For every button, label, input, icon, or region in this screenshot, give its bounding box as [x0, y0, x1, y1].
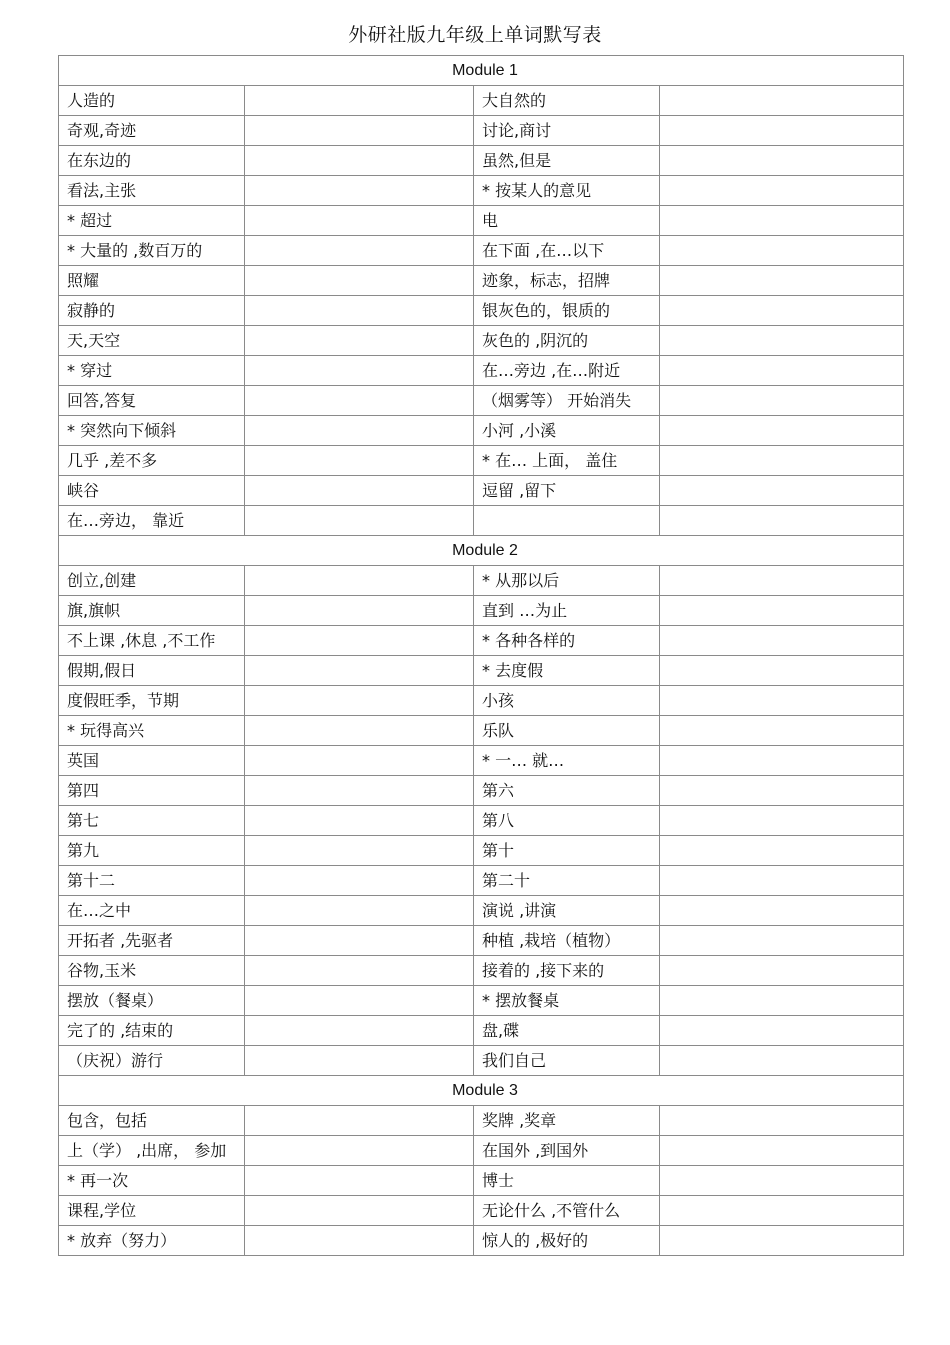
answer-blank-cell[interactable] — [660, 716, 904, 746]
answer-blank-cell[interactable] — [245, 596, 474, 626]
chinese-word-cell: 看法,主张 — [59, 176, 245, 206]
answer-blank-cell[interactable] — [245, 656, 474, 686]
table-row — [59, 956, 904, 986]
answer-blank-cell[interactable] — [660, 86, 904, 116]
answer-blank-cell[interactable] — [660, 776, 904, 806]
chinese-word-cell: 银灰色的，银质的 — [474, 296, 660, 326]
answer-blank-cell[interactable] — [660, 206, 904, 236]
answer-blank-cell[interactable] — [245, 1016, 474, 1046]
table-row — [59, 446, 904, 476]
chinese-word-cell: * 各种各样的 — [474, 626, 660, 656]
answer-blank-cell[interactable] — [660, 326, 904, 356]
chinese-word-cell: 第八 — [474, 806, 660, 836]
table-row — [59, 386, 904, 416]
chinese-word-cell: 在…旁边 ,在…附近 — [474, 356, 660, 386]
module-header-row — [59, 536, 904, 566]
table-row — [59, 116, 904, 146]
chinese-word-cell: * 从那以后 — [474, 566, 660, 596]
chinese-word-cell: 人造的 — [59, 86, 245, 116]
chinese-word-cell: 奇观,奇迹 — [59, 116, 245, 146]
table-row — [59, 836, 904, 866]
chinese-word-cell: 在国外 ,到国外 — [474, 1136, 660, 1166]
answer-blank-cell[interactable] — [245, 86, 474, 116]
table-row — [59, 326, 904, 356]
answer-blank-cell[interactable] — [245, 1046, 474, 1076]
answer-blank-cell[interactable] — [660, 566, 904, 596]
answer-blank-cell[interactable] — [660, 806, 904, 836]
chinese-word-cell: 迹象，标志，招牌 — [474, 266, 660, 296]
answer-blank-cell[interactable] — [245, 116, 474, 146]
table-row — [59, 896, 904, 926]
answer-blank-cell[interactable] — [660, 236, 904, 266]
answer-blank-cell[interactable] — [660, 176, 904, 206]
answer-blank-cell[interactable] — [660, 1106, 904, 1136]
chinese-word-cell: 峡谷 — [59, 476, 245, 506]
chinese-word-cell: 开拓者 ,先驱者 — [59, 926, 245, 956]
table-row — [59, 1166, 904, 1196]
chinese-word-cell: （庆祝）游行 — [59, 1046, 245, 1076]
chinese-word-cell: 度假旺季，节期 — [59, 686, 245, 716]
chinese-word-cell: 接着的 ,接下来的 — [474, 956, 660, 986]
chinese-word-cell: 谷物,玉米 — [59, 956, 245, 986]
chinese-word-cell: * 摆放餐桌 — [474, 986, 660, 1016]
answer-blank-cell[interactable] — [660, 116, 904, 146]
chinese-word-cell: 博士 — [474, 1166, 660, 1196]
table-row — [59, 746, 904, 776]
answer-blank-cell[interactable] — [245, 446, 474, 476]
chinese-word-cell: * 超过 — [59, 206, 245, 236]
answer-blank-cell[interactable] — [245, 296, 474, 326]
table-row — [59, 266, 904, 296]
answer-blank-cell[interactable] — [245, 806, 474, 836]
answer-blank-cell[interactable] — [245, 776, 474, 806]
answer-blank-cell[interactable] — [660, 956, 904, 986]
table-row — [59, 686, 904, 716]
answer-blank-cell[interactable] — [245, 1136, 474, 1166]
chinese-word-cell: 第四 — [59, 776, 245, 806]
answer-blank-cell[interactable] — [660, 746, 904, 776]
table-row — [59, 806, 904, 836]
answer-blank-cell[interactable] — [660, 266, 904, 296]
answer-blank-cell[interactable] — [660, 656, 904, 686]
answer-blank-cell[interactable] — [660, 1136, 904, 1166]
table-row — [59, 206, 904, 236]
answer-blank-cell[interactable] — [245, 1226, 474, 1256]
chinese-word-cell: 第七 — [59, 806, 245, 836]
answer-blank-cell[interactable] — [660, 146, 904, 176]
answer-blank-cell[interactable] — [245, 986, 474, 1016]
answer-blank-cell[interactable] — [660, 296, 904, 326]
answer-blank-cell[interactable] — [660, 386, 904, 416]
chinese-word-cell: 虽然,但是 — [474, 146, 660, 176]
chinese-word-cell: 盘,碟 — [474, 1016, 660, 1046]
table-row — [59, 776, 904, 806]
answer-blank-cell[interactable] — [245, 1166, 474, 1196]
answer-blank-cell[interactable] — [245, 686, 474, 716]
table-row — [59, 1226, 904, 1256]
answer-blank-cell[interactable] — [245, 236, 474, 266]
answer-blank-cell[interactable] — [660, 986, 904, 1016]
chinese-word-cell: * 放弃（努力） — [59, 1226, 245, 1256]
answer-blank-cell[interactable] — [660, 626, 904, 656]
table-row — [59, 926, 904, 956]
chinese-word-cell: 回答,答复 — [59, 386, 245, 416]
chinese-word-cell: 灰色的 ,阴沉的 — [474, 326, 660, 356]
answer-blank-cell[interactable] — [245, 626, 474, 656]
chinese-word-cell: 小孩 — [474, 686, 660, 716]
table-row — [59, 296, 904, 326]
chinese-word-cell: * 按某人的意见 — [474, 176, 660, 206]
chinese-word-cell: 上（学） ,出席， 参加 — [59, 1136, 245, 1166]
answer-blank-cell[interactable] — [245, 566, 474, 596]
chinese-word-cell: * 大量的 ,数百万的 — [59, 236, 245, 266]
chinese-word-cell: 假期,假日 — [59, 656, 245, 686]
answer-blank-cell[interactable] — [660, 926, 904, 956]
table-row — [59, 1106, 904, 1136]
chinese-word-cell: 在…之中 — [59, 896, 245, 926]
chinese-word-cell: 照耀 — [59, 266, 245, 296]
chinese-word-cell: 电 — [474, 206, 660, 236]
chinese-word-cell: 我们自己 — [474, 1046, 660, 1076]
chinese-word-cell: 寂静的 — [59, 296, 245, 326]
table-row — [59, 1196, 904, 1226]
chinese-word-cell: * 去度假 — [474, 656, 660, 686]
table-row — [59, 656, 904, 686]
chinese-word-cell: 小河 ,小溪 — [474, 416, 660, 446]
chinese-word-cell: 第十二 — [59, 866, 245, 896]
chinese-word-cell: 第二十 — [474, 866, 660, 896]
answer-blank-cell[interactable] — [245, 326, 474, 356]
answer-blank-cell[interactable] — [245, 476, 474, 506]
module-header-row — [59, 56, 904, 86]
table-row — [59, 986, 904, 1016]
table-row — [59, 506, 904, 536]
answer-blank-cell[interactable] — [245, 176, 474, 206]
answer-blank-cell[interactable] — [245, 1106, 474, 1136]
chinese-word-cell: 惊人的 ,极好的 — [474, 1226, 660, 1256]
table-row — [59, 1046, 904, 1076]
chinese-word-cell: 几乎 ,差不多 — [59, 446, 245, 476]
chinese-word-cell: 无论什么 ,不管什么 — [474, 1196, 660, 1226]
page-title: 外研社版九年级上单词默写表 — [348, 24, 602, 46]
chinese-word-cell: 大自然的 — [474, 86, 660, 116]
answer-blank-cell[interactable] — [660, 596, 904, 626]
vocabulary-table — [58, 55, 904, 1256]
chinese-word-cell: * 再一次 — [59, 1166, 245, 1196]
answer-blank-cell[interactable] — [660, 866, 904, 896]
chinese-word-cell: 种植 ,栽培（植物） — [474, 926, 660, 956]
answer-blank-cell[interactable] — [660, 356, 904, 386]
table-row — [59, 356, 904, 386]
table-row — [59, 626, 904, 656]
chinese-word-cell: 第九 — [59, 836, 245, 866]
table-row — [59, 1016, 904, 1046]
answer-blank-cell[interactable] — [660, 1166, 904, 1196]
table-row — [59, 716, 904, 746]
answer-blank-cell[interactable] — [660, 506, 904, 536]
table-row — [59, 146, 904, 176]
answer-blank-cell[interactable] — [660, 1196, 904, 1226]
answer-blank-cell[interactable] — [245, 146, 474, 176]
answer-blank-cell[interactable] — [245, 716, 474, 746]
answer-blank-cell[interactable] — [245, 896, 474, 926]
chinese-word-cell: 课程,学位 — [59, 1196, 245, 1226]
chinese-word-cell: 逗留 ,留下 — [474, 476, 660, 506]
table-row — [59, 86, 904, 116]
answer-blank-cell[interactable] — [660, 476, 904, 506]
table-row — [59, 416, 904, 446]
table-row — [59, 236, 904, 266]
answer-blank-cell[interactable] — [245, 956, 474, 986]
table-row — [59, 1136, 904, 1166]
answer-blank-cell[interactable] — [660, 686, 904, 716]
answer-blank-cell[interactable] — [245, 866, 474, 896]
table-row — [59, 866, 904, 896]
chinese-word-cell: 天,天空 — [59, 326, 245, 356]
table-row — [59, 476, 904, 506]
chinese-word-cell: 演说 ,讲演 — [474, 896, 660, 926]
chinese-word-cell: * 一… 就… — [474, 746, 660, 776]
answer-blank-cell[interactable] — [660, 836, 904, 866]
answer-blank-cell[interactable] — [245, 386, 474, 416]
module-heading: Module 1 — [59, 56, 904, 86]
chinese-word-cell: 创立,创建 — [59, 566, 245, 596]
chinese-word-cell: * 突然向下倾斜 — [59, 416, 245, 446]
chinese-word-cell: 乐队 — [474, 716, 660, 746]
chinese-word-cell: 第十 — [474, 836, 660, 866]
chinese-word-cell: 完了的 ,结束的 — [59, 1016, 245, 1046]
answer-blank-cell[interactable] — [660, 1046, 904, 1076]
table-row — [59, 596, 904, 626]
table-row — [59, 176, 904, 206]
chinese-word-cell: 奖牌 ,奖章 — [474, 1106, 660, 1136]
chinese-word-cell: 讨论,商讨 — [474, 116, 660, 146]
chinese-word-cell: * 在… 上面， 盖住 — [474, 446, 660, 476]
answer-blank-cell[interactable] — [660, 416, 904, 446]
answer-blank-cell[interactable] — [245, 746, 474, 776]
answer-blank-cell[interactable] — [245, 1196, 474, 1226]
answer-blank-cell[interactable] — [660, 896, 904, 926]
chinese-word-cell: 第六 — [474, 776, 660, 806]
chinese-word-cell: 不上课 ,休息 ,不工作 — [59, 626, 245, 656]
answer-blank-cell[interactable] — [245, 926, 474, 956]
chinese-word-cell: 旗,旗帜 — [59, 596, 245, 626]
table-row — [59, 566, 904, 596]
module-heading: Module 3 — [59, 1076, 904, 1106]
answer-blank-cell[interactable] — [245, 356, 474, 386]
chinese-word-cell: （烟雾等） 开始消失 — [474, 386, 660, 416]
chinese-word-cell — [474, 506, 660, 536]
chinese-word-cell: * 玩得高兴 — [59, 716, 245, 746]
chinese-word-cell: 包含，包括 — [59, 1106, 245, 1136]
answer-blank-cell[interactable] — [245, 266, 474, 296]
answer-blank-cell[interactable] — [245, 416, 474, 446]
chinese-word-cell: * 穿过 — [59, 356, 245, 386]
answer-blank-cell[interactable] — [660, 1226, 904, 1256]
answer-blank-cell[interactable] — [245, 206, 474, 236]
answer-blank-cell[interactable] — [245, 836, 474, 866]
chinese-word-cell: 在…旁边， 靠近 — [59, 506, 245, 536]
module-header-row — [59, 1076, 904, 1106]
answer-blank-cell[interactable] — [660, 446, 904, 476]
chinese-word-cell: 英国 — [59, 746, 245, 776]
chinese-word-cell: 在下面 ,在…以下 — [474, 236, 660, 266]
chinese-word-cell: 在东边的 — [59, 146, 245, 176]
module-heading: Module 2 — [59, 536, 904, 566]
chinese-word-cell: 直到 …为止 — [474, 596, 660, 626]
chinese-word-cell: 摆放（餐桌） — [59, 986, 245, 1016]
answer-blank-cell[interactable] — [660, 1016, 904, 1046]
answer-blank-cell[interactable] — [245, 506, 474, 536]
